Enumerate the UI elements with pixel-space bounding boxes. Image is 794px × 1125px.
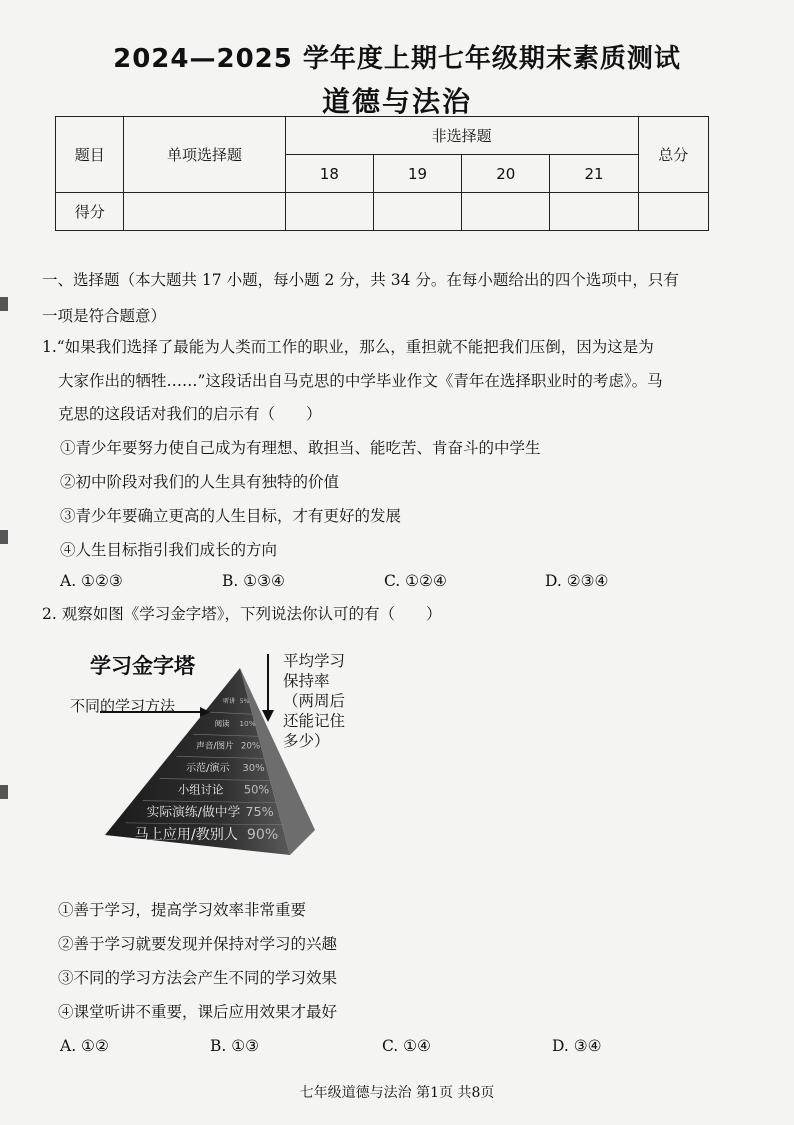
pyramid-layer-method: 实际演练/做中学 — [146, 805, 241, 821]
row-label-items: 题目 — [56, 117, 124, 193]
pyramid-layer-rate: 20% — [240, 741, 261, 752]
q2-statement: ②善于学习就要发现并保持对学习的兴趣 — [58, 935, 338, 953]
score-cell[interactable] — [373, 193, 461, 231]
score-cell[interactable] — [462, 193, 550, 231]
pyramid-layer-rate: 50% — [243, 782, 270, 797]
non-choice-header: 非选择题 — [285, 117, 638, 155]
q1-statement: ②初中阶段对我们的人生具有独特的价值 — [60, 473, 340, 491]
q1-statement: ①青少年要努力使自己成为有理想、敢担当、能吃苦、肯奋斗的中学生 — [60, 439, 541, 457]
pyramid-left-label: 不同的学习方法 — [70, 697, 176, 715]
pyramid-layer-rate: 90% — [246, 826, 279, 843]
q1-stem-line: 1.“如果我们选择了最能为人类而工作的职业，那么，重担就不能把我们压倒，因为这是为 — [42, 338, 654, 356]
col-19: 19 — [373, 155, 461, 193]
right-label-line: 还能记住 — [283, 712, 346, 730]
score-cell[interactable] — [550, 193, 638, 231]
pyramid-layer-method: 示范/演示 — [185, 763, 230, 775]
binding-margin-mark — [0, 785, 8, 799]
pyramid-layer-rate: 5% — [239, 698, 250, 706]
q1-choice-b[interactable]: B. ①③④ — [222, 572, 285, 590]
score-table — [55, 116, 709, 231]
q2-statement: ③不同的学习方法会产生不同的学习效果 — [58, 969, 338, 987]
section-heading: 一、选择题（本大题共 17 小题，每小题 2 分，共 34 分。在每小题给出的四个选项中，只有 — [42, 271, 679, 289]
pyramid-layer-method: 小组讨论 — [177, 782, 224, 797]
q2-statement: ①善于学习，提高学习效率非常重要 — [58, 901, 307, 919]
q1-stem-line: 克思的这段话对我们的启示有（ ） — [58, 405, 322, 423]
score-cell[interactable] — [638, 193, 708, 231]
pyramid-layer-method: 阅读 — [214, 718, 230, 728]
q1-statement: ③青少年要确立更高的人生目标，才有更好的发展 — [60, 507, 402, 525]
page-footer: 七年级道德与法治 第1页 共8页 — [299, 1085, 495, 1101]
binding-margin-mark — [0, 530, 8, 544]
q2-choice-d[interactable]: D. ③④ — [552, 1037, 602, 1055]
q2-statement: ④课堂听讲不重要，课后应用效果才最好 — [58, 1003, 338, 1021]
pyramid-right-label — [283, 651, 345, 751]
q1-choice-d[interactable]: D. ②③④ — [545, 572, 609, 590]
col-18: 18 — [285, 155, 373, 193]
score-cell[interactable] — [124, 193, 285, 231]
right-label-line: （两周后 — [283, 692, 346, 710]
single-choice-header: 单项选择题 — [124, 117, 285, 193]
subject-title: 道德与法治 — [321, 85, 472, 118]
right-label-line: 平均学习 — [283, 652, 346, 670]
pyramid-layer-method: 马上应用/教别人 — [134, 826, 238, 843]
exam-title: 2024—2025 学年度上期七年级期末素质测试 — [113, 44, 681, 74]
q1-statement: ④人生目标指引我们成长的方向 — [60, 541, 278, 559]
col-20: 20 — [462, 155, 550, 193]
retention-down-arrow — [260, 652, 276, 724]
pyramid-title: 学习金字塔 — [90, 654, 195, 678]
pyramid-layer-rate: 30% — [242, 763, 265, 775]
right-label-line: 保持率 — [283, 672, 330, 690]
total-header: 总分 — [638, 117, 708, 193]
q2-choice-a[interactable]: A. ①② — [60, 1037, 109, 1055]
q1-choice-a[interactable]: A. ①②③ — [60, 572, 123, 590]
col-21: 21 — [550, 155, 638, 193]
pyramid-layer-rate: 10% — [239, 718, 256, 728]
row-label-score: 得分 — [56, 193, 124, 231]
pyramid-layer-method: 听讲 — [223, 698, 236, 706]
q2-choice-b[interactable]: B. ①③ — [210, 1037, 260, 1055]
q2-stem: 2. 观察如图《学习金字塔》，下列说法你认可的有（ ） — [42, 605, 442, 623]
right-label-line: 多少） — [283, 732, 330, 750]
section-heading-cont: 一项是符合题意） — [42, 307, 167, 325]
score-cell[interactable] — [285, 193, 373, 231]
pyramid-layer-method: 声音/图片 — [196, 741, 234, 752]
q2-choice-c[interactable]: C. ①④ — [382, 1037, 431, 1055]
q1-choice-c[interactable]: C. ①②④ — [384, 572, 447, 590]
q1-stem-line: 大家作出的牺牲……”这段话出自马克思的中学毕业作文《青年在选择职业时的考虑》。马 — [58, 372, 663, 390]
binding-margin-mark — [0, 297, 8, 311]
pyramid-layer-rate: 75% — [245, 805, 274, 821]
